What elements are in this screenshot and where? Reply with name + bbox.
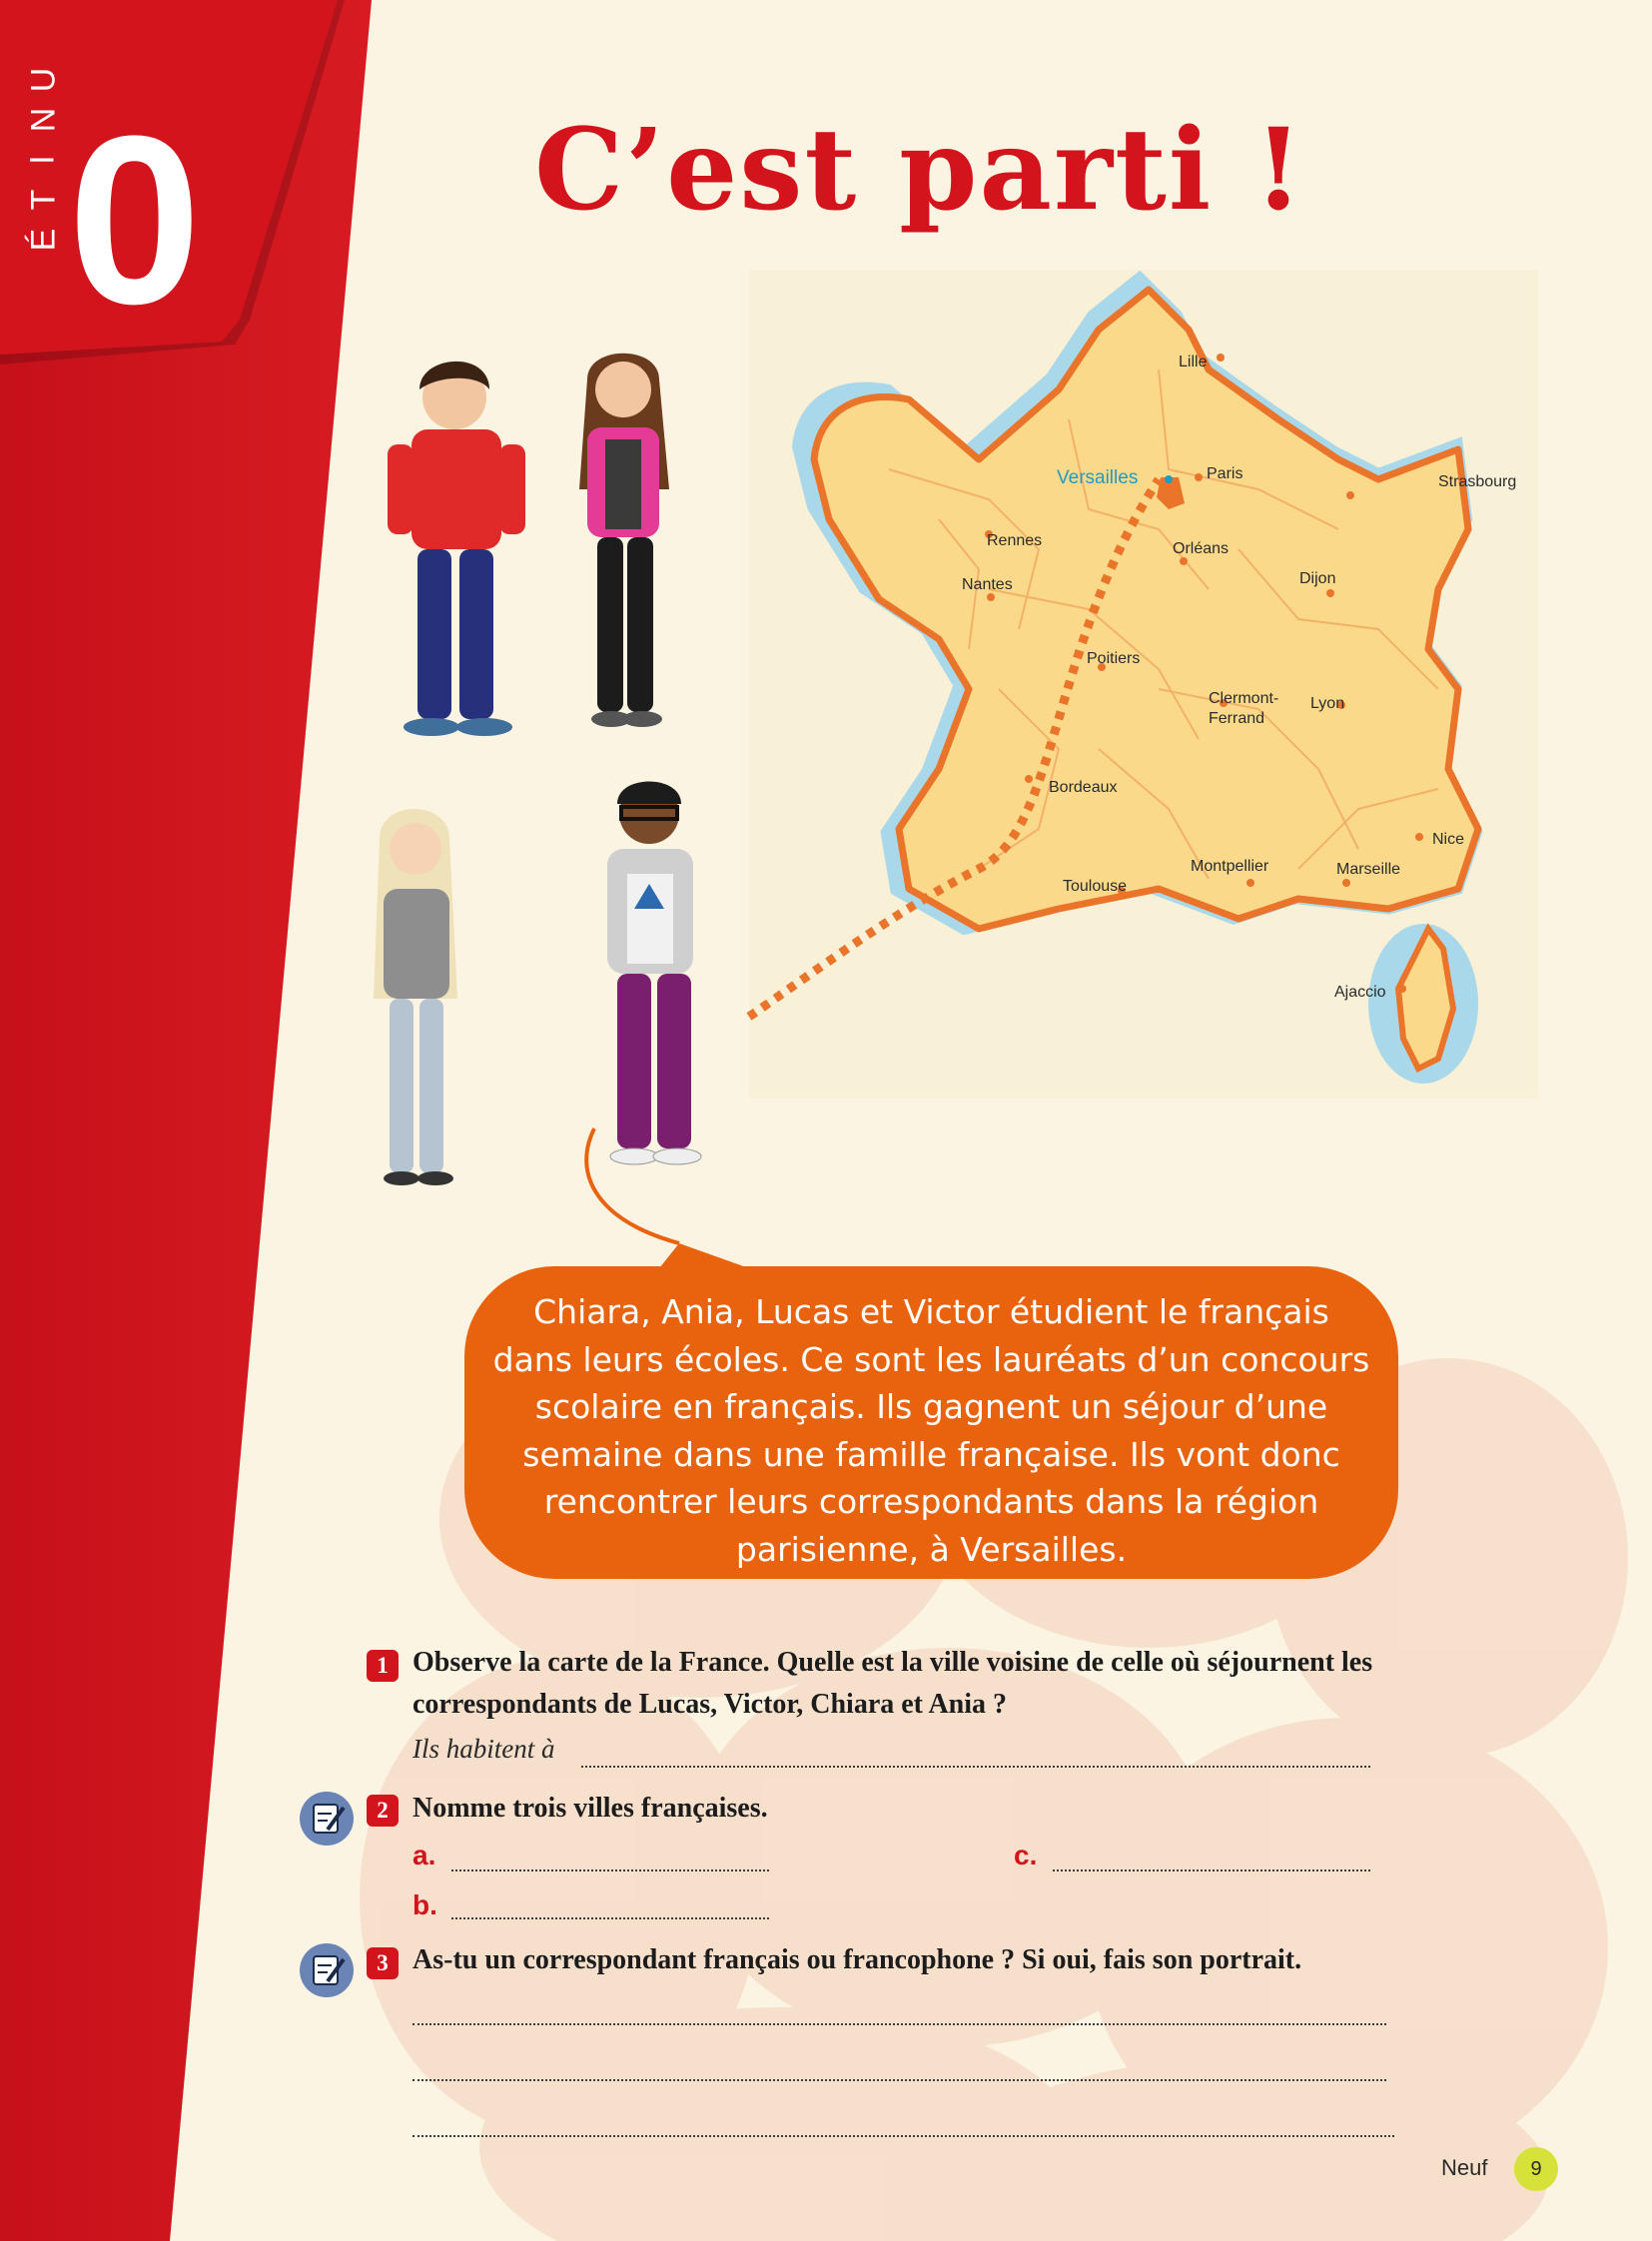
city-label-montpellier: Montpellier [1191, 858, 1269, 875]
page-number-word: Neuf [1441, 2155, 1488, 2180]
bubble-line: scolaire en français. Ils gagnent un séjour d’une [534, 1387, 1328, 1426]
city-label-nantes: Nantes [962, 576, 1013, 593]
city-label-poitiers: Poitiers [1087, 650, 1141, 667]
city-label-paris: Paris [1207, 465, 1243, 482]
characters-illustration [360, 350, 1418, 1268]
bubble-line: dans leurs écoles. Ce sont les lauréats d’un concours [492, 1339, 1370, 1379]
answer-letter-c: c. [1014, 1840, 1038, 1870]
write-activity-icon [298, 1790, 356, 1848]
city-label-toulouse: Toulouse [1063, 878, 1128, 895]
unit-number: 0 [68, 86, 202, 354]
city-label-ferrand: Ferrand [1209, 710, 1265, 727]
character-lucas [388, 362, 525, 736]
page-number-badge: 9 [1514, 2147, 1558, 2191]
answer-letter-a: a. [413, 1840, 436, 1870]
question-number-badge: 2 [367, 1795, 399, 1827]
speech-bubble-text [489, 1288, 1373, 1573]
question-2-text: Nomme trois villes françaises. [413, 1793, 768, 1824]
bubble-line: parisienne, à Versailles. [735, 1529, 1128, 1569]
character-victor [607, 782, 701, 1165]
city-label-dijon: Dijon [1299, 570, 1336, 587]
city-label-lyon: Lyon [1310, 695, 1345, 712]
answer-line[interactable] [413, 2079, 1386, 2081]
city-label-ajaccio: Ajaccio [1334, 984, 1386, 1001]
page-title: C’est parti ! [534, 105, 1305, 236]
city-label-orleans: Orléans [1173, 540, 1230, 557]
city-label-rennes: Rennes [987, 532, 1043, 549]
city-label-versailles: Versailles [1057, 467, 1139, 488]
unit-letter: N [24, 107, 62, 133]
question-3-text: As-tu un correspondant français ou francophone ? Si oui, fais son portrait. [413, 1944, 1302, 1975]
unit-letter: U [24, 67, 62, 93]
unit-letter: T [24, 189, 62, 211]
answer-line[interactable] [413, 2135, 1394, 2137]
unit-letter: I [23, 155, 62, 165]
answer-letter-b: b. [413, 1889, 437, 1920]
question-number-badge: 3 [367, 1947, 399, 1979]
city-label-clermont: Clermont- [1209, 690, 1279, 707]
answer-line[interactable] [581, 1766, 1370, 1768]
city-label-strasbourg: Strasbourg [1438, 473, 1517, 490]
city-label-nice: Nice [1432, 831, 1465, 848]
answer-line-b[interactable] [451, 1917, 769, 1919]
unit-letter: É [24, 228, 62, 252]
city-label-marseille: Marseille [1336, 861, 1401, 878]
city-label-bordeaux: Bordeaux [1049, 779, 1118, 796]
bubble-line: rencontrer leurs correspondants dans la région [543, 1482, 1319, 1521]
question-number-badge: 1 [367, 1650, 399, 1682]
character-chiara [374, 809, 457, 1185]
bubble-line: Chiara, Ania, Lucas et Victor étudient le français [533, 1292, 1329, 1331]
question-1-hint: Ils habitent à [413, 1734, 555, 1764]
question-1-line-1: Observe la carte de la France. Quelle est la ville voisine de celle où séjournent les [413, 1647, 1373, 1678]
answer-line-a[interactable] [451, 1869, 769, 1871]
bubble-line: semaine dans une famille française. Ils vont donc [522, 1434, 1340, 1474]
write-activity-icon [298, 1941, 356, 1999]
character-ania [579, 354, 669, 727]
question-1-line-2: correspondants de Lucas, Victor, Chiara et Ania ? [413, 1689, 1008, 1720]
answer-line-c[interactable] [1053, 1869, 1370, 1871]
answer-line[interactable] [413, 2023, 1386, 2025]
city-label-lille: Lille [1179, 354, 1208, 371]
